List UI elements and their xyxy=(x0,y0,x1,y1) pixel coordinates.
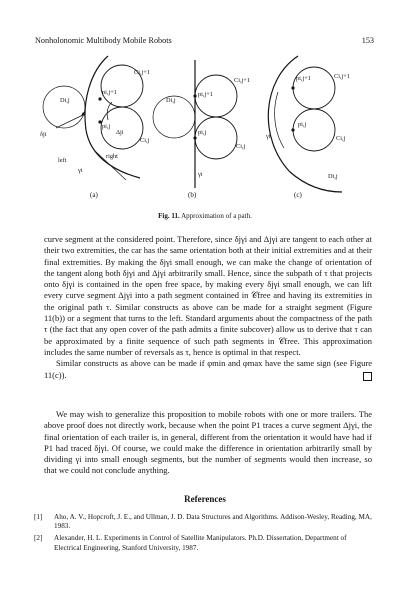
reference-list xyxy=(34,513,374,556)
label-c-p-upper: pi,j+1 xyxy=(296,75,311,82)
label-b-d: Di,j xyxy=(166,97,176,104)
label-a-d: Di,j xyxy=(60,97,70,104)
caption-label: Fig. 11. xyxy=(158,212,180,220)
label-a-right: right xyxy=(106,153,118,160)
paragraph-1: curve segment at the considered point. Therefore, since δjγi and Δjγi are tangent to each other at their two extremities, the car has the same orientation both at their initial extremities and at their final extremities. By making the δjγi small enough, we can make the change of orientation of the tangent along both δjγi and Δjγi arbitrarily small. Hence, since the subpath of τ that projects onto δjγi is contained in the open free space, by making every δjγi small enough, we can lift every curve segment Δjγi into a path segment contained in 𝒞free and having its extremities in the original path τ. Similar constructs as above can be made for a straight segment (Figure 11(b)) or a segment that turns to the left. Standard arguments about the compactness of the path τ (the fact that any open cover of the path admits a finite subcover) allow us to derive that τ can be approximated by a finite sequence of such path segments in 𝒞free. This approximation includes the same number of reversals as τ, hence is optimal in that respect. xyxy=(44,234,372,357)
paragraph-3: We may wish to generalize this proposition to mobile robots with one or more trailers. The above proof does not directly work, because when the point P1 traces a curve segment Δjγi, the final orientation of each trailer is, in general, different from the orientation it would have had if P1 had traced δjγi. Of course, we could make the difference in orientation arbitrarily small by dividing γi into small enough segments, but the number of segments would then increase, so that we could not conclude anything. xyxy=(44,409,372,476)
label-c-c-upper: Ci,j+1 xyxy=(334,73,350,80)
label-b-p-upper: pi,j+1 xyxy=(198,91,213,98)
arrow-a-delta xyxy=(56,114,85,128)
reference-item xyxy=(34,513,374,531)
circle-c-upper xyxy=(293,67,335,109)
reference-number: [1] xyxy=(34,513,43,521)
running-title: Nonholonomic Multibody Mobile Robots xyxy=(35,36,172,45)
reference-text: Alexander, H. L. Experiments in Control of Satellite Manipulators. Ph.D. Dissertation, Department of Electrical Engineering, Stanford University, 1987. xyxy=(54,534,347,552)
label-c-p-lower: pi,j xyxy=(298,121,307,128)
main-text xyxy=(44,234,372,381)
label-a-gamma: γi xyxy=(78,167,83,174)
label-a-c-upper: Ci,j+1 xyxy=(134,69,150,76)
label-b-c-upper: Ci,j+1 xyxy=(234,77,250,84)
label-b-c-lower: Ci,j xyxy=(236,143,246,150)
circle-a-left xyxy=(43,86,85,128)
circle-b-lower xyxy=(195,117,237,159)
tag-c: (c) xyxy=(294,191,302,199)
trailer-paragraph xyxy=(44,409,372,477)
label-c-d: Di,j xyxy=(328,173,338,180)
figure-11 xyxy=(36,52,376,212)
label-a-p-lower: pi,j xyxy=(102,123,111,130)
paragraph-2 xyxy=(44,358,372,381)
label-b-p-lower: pi,j xyxy=(198,129,207,136)
label-b-gamma: γi xyxy=(198,171,203,178)
label-c-gamma: γi xyxy=(266,133,271,140)
caption-text: Approximation of a path. xyxy=(181,212,252,220)
page-number: 153 xyxy=(361,36,374,45)
reference-number: [2] xyxy=(34,534,43,543)
reference-text: Aho, A. V., Hopcroft, J. E., and Ullman, J. D. Data Structures and Algorithms. Addison-Wesley, Reading, MA, 1983. xyxy=(54,513,372,531)
figure-caption xyxy=(0,212,410,220)
circle-c-lower xyxy=(293,109,335,151)
label-a-left: left xyxy=(58,157,67,164)
label-a-Delta: Δji xyxy=(116,129,124,136)
label-a-delta: δji xyxy=(40,131,47,138)
running-head xyxy=(35,36,374,45)
label-a-p-upper: pi,j+1 xyxy=(102,89,117,96)
label-c-c-lower: Ci,j xyxy=(336,135,346,142)
paragraph-2-text: Similar constructs as above can be made if φmin and φmax have the same sign (see Figure 11(c)). xyxy=(44,358,372,380)
label-a-c-lower: Ci,j xyxy=(140,137,150,144)
tag-b: (b) xyxy=(188,191,197,199)
references-heading: References xyxy=(184,494,226,504)
qed-square-icon xyxy=(363,372,372,381)
reference-item xyxy=(34,534,374,552)
tag-a: (a) xyxy=(90,191,98,199)
